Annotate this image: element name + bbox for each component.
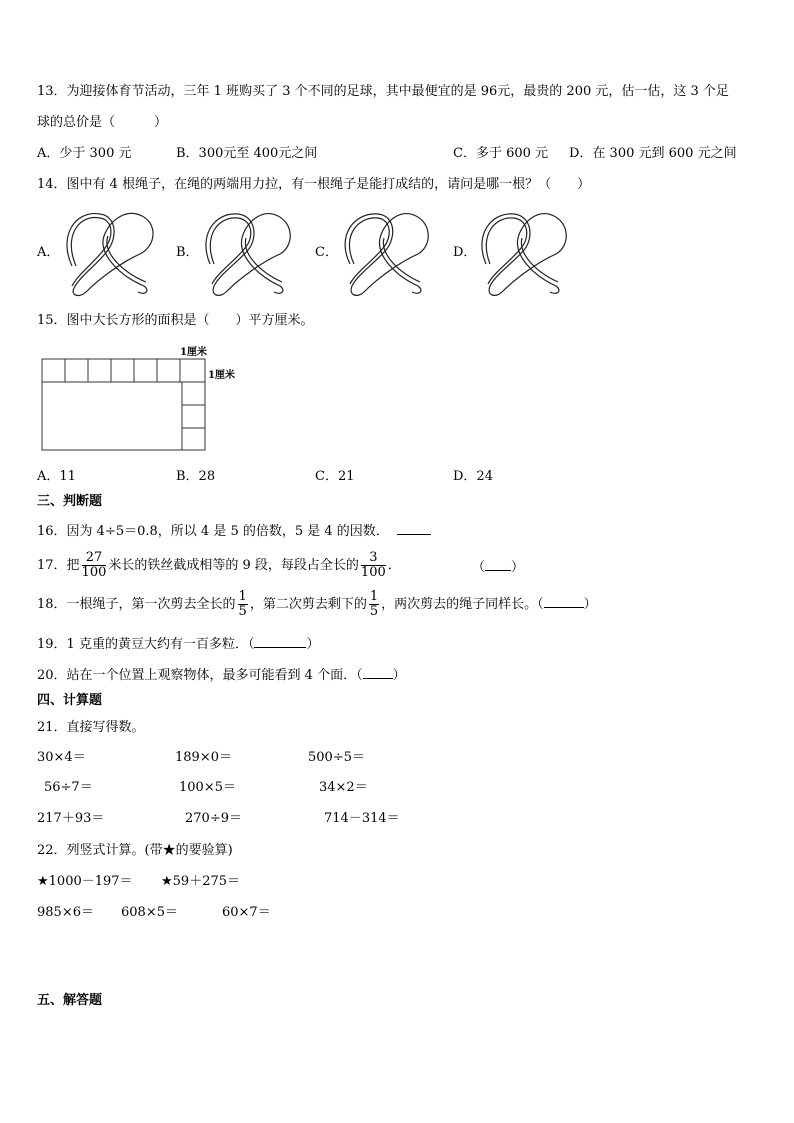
q20-text: 20．站在一个位置上观察物体，最多可能看到 4 个面．（: [37, 668, 363, 683]
q17-fraction-1: [82, 551, 107, 580]
q17-fraction-2: [361, 551, 386, 580]
q17-paren-close: ）: [511, 560, 525, 575]
q18-fraction-1-numerator: 1: [238, 589, 247, 604]
q22-title: 22．列竖式计算。(带★的要验算): [37, 843, 233, 858]
q21-item-7: 217＋93＝: [37, 811, 105, 826]
q19-text: 19．1 克重的黄豆大约有一百多粒．（: [37, 637, 255, 652]
q20-close: ）: [392, 668, 406, 683]
q13-text-line1: 13．为迎接体育节活动，三年 1 班购买了 3 个不同的足球，其中最便宜的是 96元，最贵的 200 元，估一估，这 3 个足: [37, 84, 729, 99]
q17-fraction-1-denominator: 100: [81, 565, 107, 580]
q20-answer-blank[interactable]: [363, 666, 393, 679]
q18-fraction-1: [238, 590, 248, 619]
q21-item-2: 189×0＝: [175, 750, 232, 765]
q15-option-a: A．11: [37, 469, 76, 484]
q17-fraction-2-numerator: 3: [361, 551, 386, 566]
q19-close: ）: [306, 637, 320, 652]
q18-close: ）: [583, 597, 597, 612]
q15-top-label: 1厘米: [180, 347, 207, 358]
q22-item-4: 608×5＝: [121, 905, 178, 920]
q22-item-5: 60×7＝: [222, 905, 271, 920]
q21-item-8: 270÷9＝: [185, 811, 242, 826]
rope-c-image: [336, 206, 436, 302]
q15-option-b: B．28: [176, 469, 216, 484]
q18-fraction-2-numerator: 1: [369, 589, 379, 604]
q17-line: [37, 548, 401, 584]
q21-item-3: 500÷5＝: [308, 750, 365, 765]
q20-line: [37, 666, 406, 684]
q13-option-d: D．在 300 元到 600 元之间: [569, 146, 737, 161]
q18-answer-blank[interactable]: [544, 595, 584, 608]
q14-label-c: C．: [315, 245, 338, 260]
q17-middle: 米长的铁丝截成相等的 9 段，每段占全长的: [108, 558, 359, 573]
q22-item-3: 985×6＝: [37, 905, 94, 920]
q14-label-b: B．: [176, 245, 199, 260]
q15-option-c: C．21: [315, 469, 355, 484]
q18-fraction-1-denominator: 5: [238, 604, 247, 619]
q17-suffix: ．: [387, 558, 401, 573]
q17-prefix: 17．把: [37, 558, 80, 573]
q21-title: 21．直接写得数。: [37, 720, 145, 735]
q21-item-9: 714－314＝: [324, 811, 400, 826]
q19-answer-blank[interactable]: [254, 635, 306, 648]
q13-option-c: C．多于 600 元: [453, 146, 549, 161]
q17-fraction-1-numerator: 27: [82, 551, 107, 566]
q13-text-line2: 球的总价是（ ）: [37, 115, 168, 130]
q17-answer: [472, 558, 524, 576]
q16-line: [37, 522, 431, 540]
q14-label-a: A．: [37, 245, 60, 260]
q16-answer-blank[interactable]: [397, 522, 431, 535]
q17-paren-open: （: [472, 560, 486, 575]
q18-fraction-2-denominator: 5: [369, 604, 379, 619]
q14-text: 14．图中有 4 根绳子，在绳的两端用力拉，有一根绳子是能打成结的，请问是哪一根？（ ）: [37, 177, 591, 192]
q18-fraction-2: [369, 590, 379, 619]
q18-prefix: 18．一根绳子，第一次剪去全长的: [37, 597, 236, 612]
q22-item-1: ★1000－197＝: [37, 874, 133, 889]
q15-text: 15．图中大长方形的面积是（ ）平方厘米。: [37, 313, 314, 328]
q17-answer-blank[interactable]: [485, 558, 511, 571]
q21-item-6: 34×2＝: [319, 780, 368, 795]
q15-side-label: 1厘米: [208, 370, 235, 381]
q22-item-2: ★59＋275＝: [161, 874, 241, 889]
q18-line: [37, 587, 597, 623]
q18-middle: ，第二次剪去剩下的: [249, 597, 367, 612]
q21-item-5: 100×5＝: [179, 780, 236, 795]
rectangle-grid-figure: [41, 358, 207, 452]
q21-item-4: 56÷7＝: [44, 780, 93, 795]
q14-label-d: D．: [453, 245, 477, 260]
q17-fraction-2-denominator: 100: [360, 565, 386, 580]
section-5-heading: 五、解答题: [37, 993, 103, 1008]
q16-text: 16．因为 4÷5＝0.8，所以 4 是 5 的倍数，5 是 4 的因数．: [37, 524, 389, 539]
section-4-heading: 四、计算题: [37, 693, 103, 708]
q13-option-b: B．300元至 400元之间: [176, 146, 318, 161]
rope-d-image: [474, 206, 574, 302]
section-3-heading: 三、判断题: [37, 494, 103, 509]
q21-item-1: 30×4＝: [37, 750, 86, 765]
q15-option-d: D．24: [453, 469, 493, 484]
q18-suffix: ，两次剪去的绳子同样长。（: [381, 597, 544, 612]
q19-line: [37, 635, 319, 653]
q13-option-a: A．少于 300 元: [37, 146, 132, 161]
rope-a-image: [60, 206, 160, 302]
rope-b-image: [198, 206, 298, 302]
